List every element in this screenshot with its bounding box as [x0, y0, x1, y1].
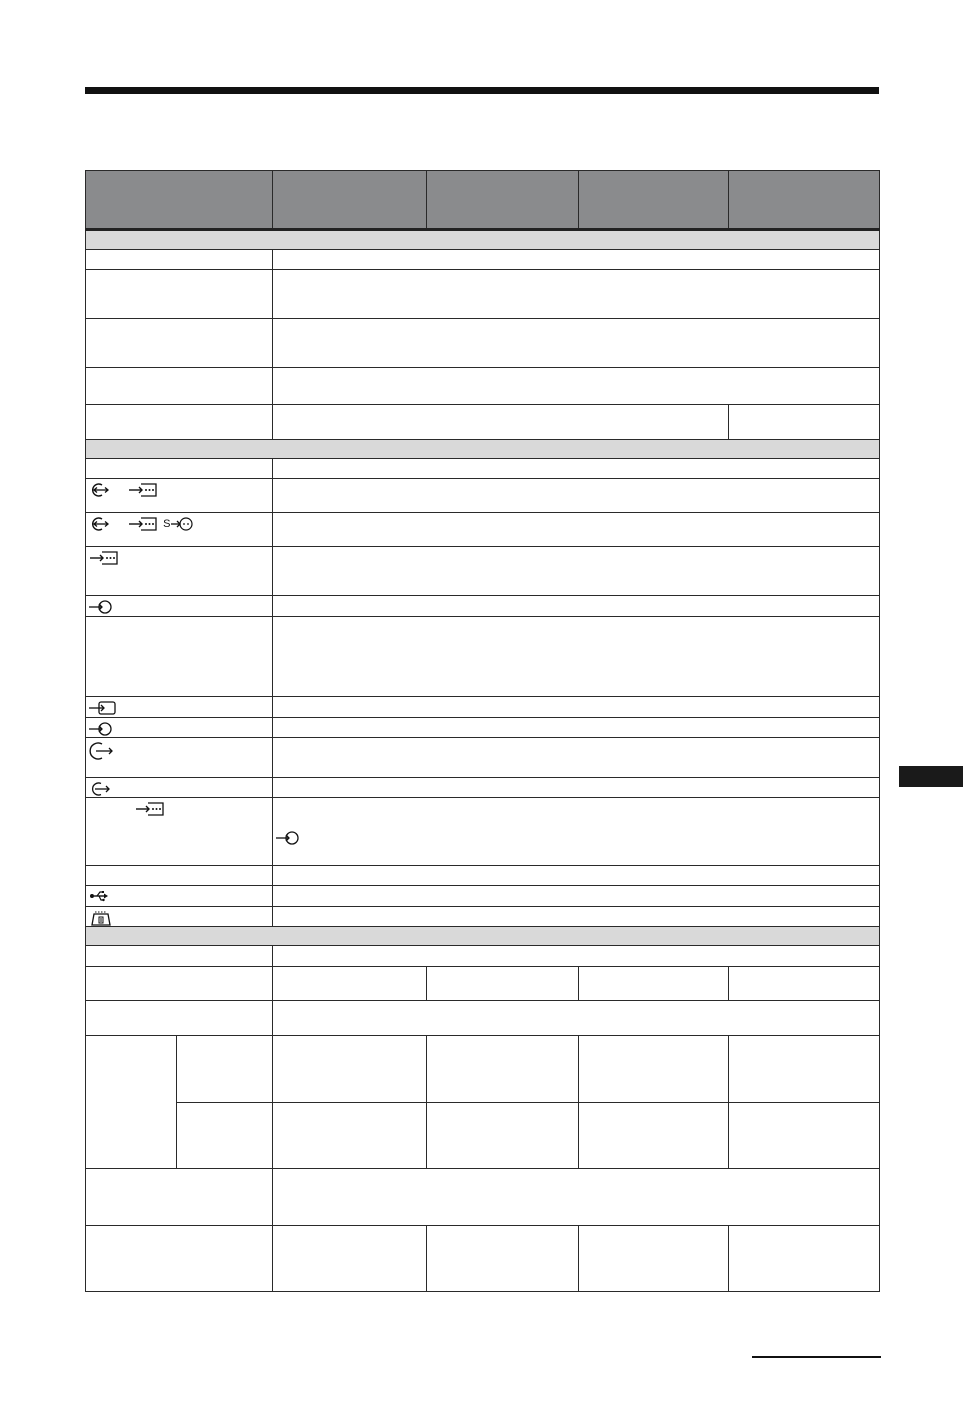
av-in-out-icon — [89, 516, 125, 532]
table-row — [86, 1001, 880, 1036]
table-row — [86, 907, 880, 927]
table-row — [86, 617, 880, 697]
table-row — [86, 866, 880, 886]
table-row — [86, 547, 880, 596]
table-row — [86, 778, 880, 798]
table-row — [86, 967, 880, 1001]
video-in-icon — [128, 516, 158, 532]
table-row — [86, 798, 880, 866]
table-row — [86, 946, 880, 967]
table-row — [86, 368, 880, 405]
audio-in-icon — [89, 599, 113, 615]
section-row — [86, 440, 880, 459]
table-row — [86, 270, 880, 319]
s-video-label: S — [163, 518, 171, 530]
table-row — [86, 1036, 880, 1103]
top-rule — [85, 87, 879, 94]
table-row — [86, 405, 880, 440]
s-video-in-icon — [171, 516, 195, 532]
video-in-icon — [128, 482, 158, 498]
table-row — [86, 596, 880, 617]
table-row — [86, 479, 880, 513]
header-cell — [427, 171, 579, 230]
header-cell — [729, 171, 880, 230]
headphone-icon — [89, 741, 115, 761]
audio-in-icon — [89, 721, 113, 737]
table-row — [86, 1226, 880, 1292]
continued-rule — [752, 1356, 881, 1358]
header-cell — [273, 171, 427, 230]
table-row — [86, 319, 880, 368]
av-in-out-icon — [89, 482, 125, 498]
audio-out-icon — [89, 781, 113, 797]
table-header-row — [86, 171, 880, 230]
video-in-icon — [135, 801, 165, 817]
table-row — [86, 886, 880, 907]
section-row — [86, 230, 880, 250]
table-row — [86, 250, 880, 270]
table-row — [86, 513, 880, 547]
specifications-table — [85, 170, 880, 1292]
table-row — [86, 1103, 880, 1169]
audio-in-icon — [276, 830, 876, 846]
table-row — [86, 1169, 880, 1226]
table-row — [86, 718, 880, 738]
table-row — [86, 738, 880, 778]
header-cell — [579, 171, 729, 230]
video-in-icon — [89, 550, 119, 566]
card-slot-icon — [89, 910, 113, 926]
section-tab-marker — [899, 766, 963, 787]
usb-icon — [89, 889, 111, 903]
section-row — [86, 927, 880, 946]
table-row — [86, 697, 880, 718]
header-cell — [86, 171, 273, 230]
component-in-icon — [89, 700, 117, 716]
table-row — [86, 459, 880, 479]
